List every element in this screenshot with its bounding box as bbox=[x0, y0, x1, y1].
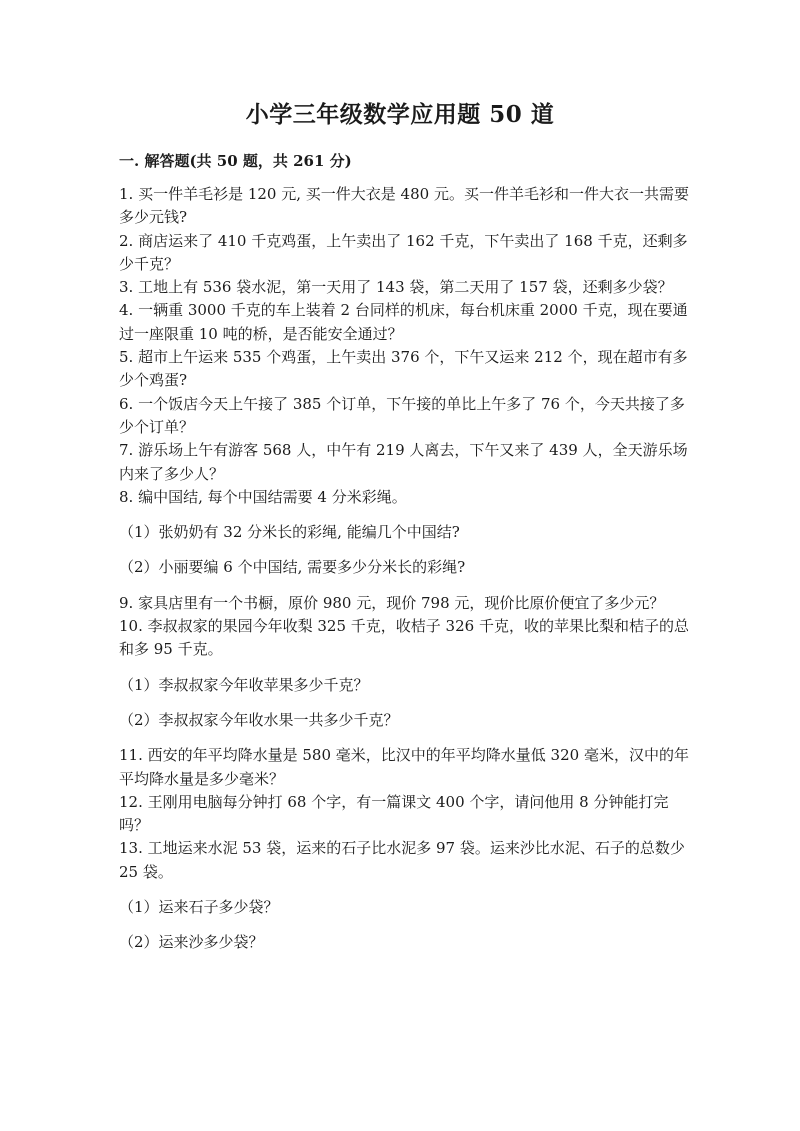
question-13-part-1: （1）运来石子多少袋？ bbox=[119, 898, 279, 917]
question-11: 11. 西安的年平均降水量是 580 毫米，比汉中的年平均降水量低 320 毫米，汉中的年平均降水量是多少毫米？ bbox=[119, 746, 689, 788]
question-7: 7. 游乐场上午有游客 568 人，中午有 219 人离去，下午又来了 439 人，全天游乐场内来了多少人？ bbox=[119, 441, 688, 483]
question-8: 8. 编中国结, 每个中国结需要 4 分米彩绳。 bbox=[119, 487, 407, 506]
question-8-part-1: （1）张奶奶有 32 分米长的彩绳, 能编几个中国结? bbox=[119, 523, 460, 542]
question-list bbox=[119, 183, 689, 955]
question-10: 10. 李叔叔家的果园今年收梨 325 千克，收桔子 326 千克，收的苹果比梨和桔子的总和多 95 千克。 bbox=[119, 617, 689, 659]
question-8-part-2: （2）小丽要编 6 个中国结, 需要多少分米长的彩绳? bbox=[119, 558, 466, 577]
question-10-part-1: （1）李叔叔家今年收苹果多少千克？ bbox=[119, 675, 369, 694]
question-4: 4. 一辆重 3000 千克的车上装着 2 台同样的机床，每台机床重 2000 千克，现在要通过一座限重 10 吨的桥，是否能安全通过？ bbox=[119, 301, 688, 343]
question-13: 13. 工地运来水泥 53 袋，运来的石子比水泥多 97 袋。运来沙比水泥、石子的总数少 25 袋。 bbox=[119, 839, 685, 881]
question-13-part-2: （2）运来沙多少袋？ bbox=[119, 933, 264, 952]
question-5: 5. 超市上午运来 535 个鸡蛋，上午卖出 376 个，下午又运来 212 个，现在超市有多少个鸡蛋? bbox=[119, 348, 688, 390]
question-12: 12. 王刚用电脑每分钟打 68 个字，有一篇课文 400 个字，请问他用 8 分钟能打完吗？ bbox=[119, 792, 669, 835]
question-10-part-2: （2）李叔叔家今年收水果一共多少千克？ bbox=[119, 710, 399, 729]
question-9: 9. 家具店里有一个书橱，原价 980 元，现价 798 元，现价比原价便宜了多少元？ bbox=[119, 593, 665, 612]
page-title: 小学三年级数学应用题 50 道 bbox=[245, 101, 555, 128]
section-heading: 一. 解答题(共 50 题，共 261 分) bbox=[119, 152, 352, 170]
question-6: 6. 一个饭店今天上午接了 385 个订单，下午接的单比上午多了 76 个，今天共接了多少个订单？ bbox=[119, 394, 685, 436]
question-3: 3. 工地上有 536 袋水泥，第一天用了 143 袋，第二天用了 157 袋，还剩多少袋？ bbox=[119, 278, 673, 297]
question-1: 1. 买一件羊毛衫是 120 元, 买一件大衣是 480 元。买一件羊毛衫和一件大衣一共需要多少元钱? bbox=[119, 185, 689, 227]
question-2: 2. 商店运来了 410 千克鸡蛋，上午卖出了 162 千克，下午卖出了 168 千克，还剩多少千克？ bbox=[119, 231, 688, 273]
